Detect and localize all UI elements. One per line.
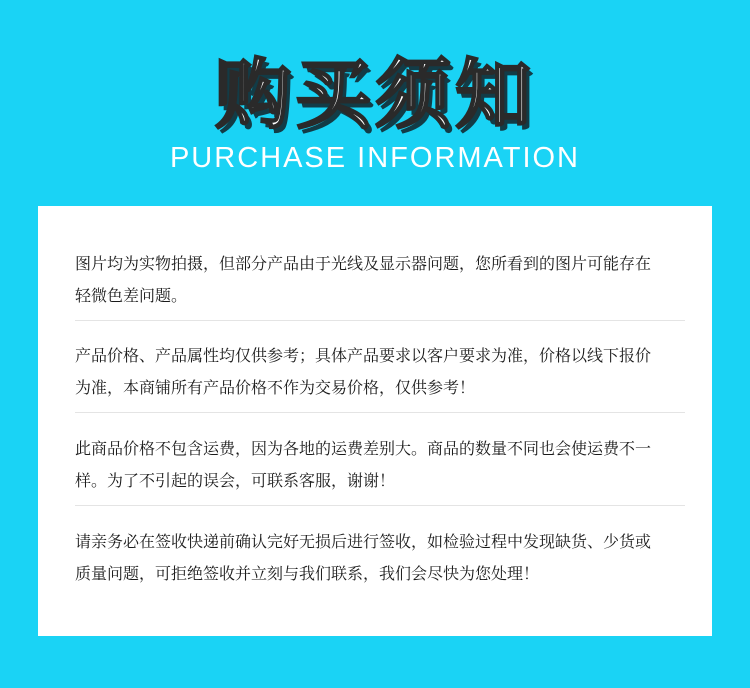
notice-item-photo xyxy=(75,248,687,312)
notice-line: 样。为了不引起的误会，可联系客服，谢谢！ xyxy=(75,471,396,490)
notice-item-delivery xyxy=(75,526,687,590)
notice-item-shipping xyxy=(75,433,687,497)
page-title: 购买须知 xyxy=(215,50,535,139)
notice-line: 图片均为实物拍摄，但部分产品由于光线及显示器问题，您所看到的图片可能存在 xyxy=(75,254,652,273)
notice-line: 轻微色差问题。 xyxy=(75,286,188,305)
notice-panel xyxy=(38,206,712,636)
notice-line: 请亲务必在签收快递前确认完好无损后进行签收，如检验过程中发现缺货、少货或 xyxy=(75,532,652,551)
notice-line: 此商品价格不包含运费，因为各地的运费差别大。商品的数量不同也会使运费不一 xyxy=(75,439,652,458)
notice-line: 为准，本商铺所有产品价格不作为交易价格，仅供参考！ xyxy=(75,378,476,397)
notice-line: 产品价格、产品属性均仅供参考；具体产品要求以客户要求为准，价格以线下报价 xyxy=(75,346,652,365)
notice-item-price xyxy=(75,340,687,404)
page-subtitle: PURCHASE INFORMATION xyxy=(169,142,581,174)
divider xyxy=(75,320,685,321)
notice-line: 质量问题，可拒绝签收并立刻与我们联系，我们会尽快为您处理！ xyxy=(75,564,540,583)
divider xyxy=(75,412,685,413)
divider xyxy=(75,505,685,506)
